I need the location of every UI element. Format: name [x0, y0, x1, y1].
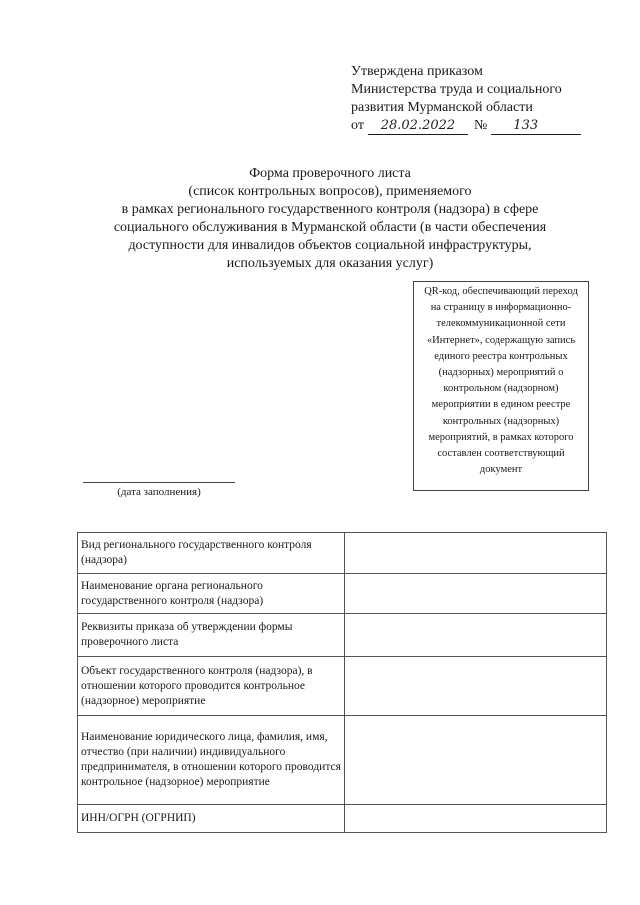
order-from-label: от: [351, 118, 364, 133]
table-row: [78, 574, 607, 614]
title-line-6: используемых для оказания услуг): [226, 256, 434, 271]
row-label: Вид регионального государственного контроля (надзора): [78, 533, 345, 574]
title-line-5: доступности для инвалидов объектов социальной инфраструктуры,: [128, 238, 532, 253]
row-label: Наименование юридического лица, фамилия, имя, отчество (при наличии) индивидуального предпринимателя, в отношении которого проводится контрольное (надзорное) мероприятие: [78, 716, 345, 805]
details-table: [77, 532, 607, 833]
fill-date-caption: (дата заполнения): [117, 486, 201, 498]
title-line-1: Форма проверочного листа: [249, 166, 411, 181]
order-date-handwritten: 28.02.2022: [368, 118, 468, 135]
title-line-2: (список контрольных вопросов), применяемого: [188, 184, 472, 199]
table-row: [78, 716, 607, 805]
row-value-field[interactable]: [345, 805, 607, 833]
table-row: [78, 533, 607, 574]
title-line-3: в рамках регионального государственного контроля (надзора) в сфере: [121, 202, 539, 217]
row-label: Объект государственного контроля (надзора), в отношении которого проводится контрольное (надзорное) мероприятие: [78, 657, 345, 716]
approval-line-3: развития Мурманской области: [351, 100, 533, 115]
form-title: [80, 165, 580, 273]
order-number-label: №: [473, 118, 488, 133]
fill-date-field: [83, 482, 235, 499]
approval-block: [351, 63, 601, 135]
row-value-field[interactable]: [345, 533, 607, 574]
approval-line-2: Министерства труда и социального: [351, 82, 562, 97]
row-label: Наименование органа регионального государственного контроля (надзора): [78, 574, 345, 614]
order-reference: [351, 117, 601, 135]
approval-line-1: Утверждена приказом: [351, 64, 483, 79]
qr-code-placeholder: QR-код, обеспечивающий переход на страницу в информационно-телекоммуникационной сети «Интернет», содержащую запись единого реестра контрольных (надзорных) мероприятий о контрольном (надзорном) мероприятии в едином реестре контрольных (надзорных) мероприятий, в рамках которого составлен соответствующий документ: [413, 281, 589, 491]
title-line-4: социального обслуживания в Мурманской области (в части обеспечения: [113, 220, 547, 235]
row-value-field[interactable]: [345, 614, 607, 657]
table-row: [78, 805, 607, 833]
table-row: [78, 614, 607, 657]
table-row: [78, 657, 607, 716]
row-label: Реквизиты приказа об утверждении формы проверочного листа: [78, 614, 345, 657]
row-value-field[interactable]: [345, 657, 607, 716]
row-label: ИНН/ОГРН (ОГРНИП): [78, 805, 345, 833]
order-number-handwritten: 133: [491, 118, 581, 135]
row-value-field[interactable]: [345, 716, 607, 805]
row-value-field[interactable]: [345, 574, 607, 614]
